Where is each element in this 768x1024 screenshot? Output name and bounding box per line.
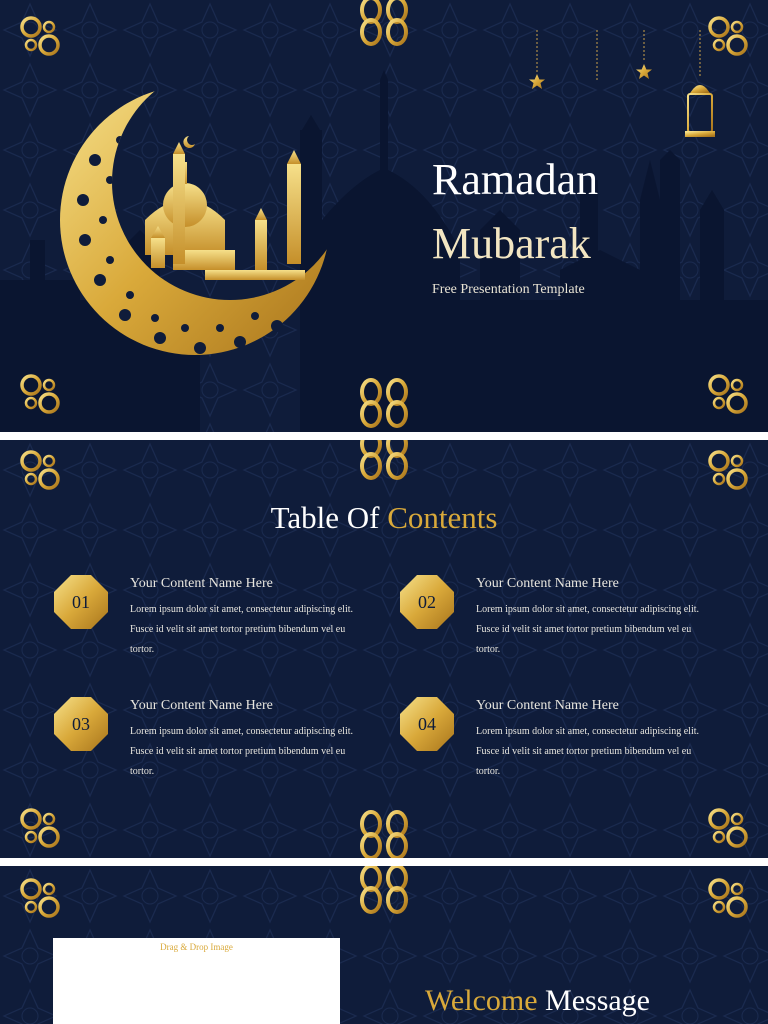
crescent-icon [587,86,606,104]
welcome-heading-gold: Welcome [425,984,538,1017]
star-icon [636,64,652,79]
cover-title-line2: Mubarak [432,219,591,268]
image-placeholder-label: Drag & Drop Image [160,942,233,952]
toc-item-title: Your Content Name Here [130,698,273,713]
cover-subtitle: Free Presentation Template [432,282,585,297]
cover-title-line1: Ramadan [432,155,599,204]
toc-item-title: Your Content Name Here [130,576,273,591]
toc-item-title: Your Content Name Here [476,698,619,713]
welcome-heading [425,984,650,1018]
toc-item-title: Your Content Name Here [476,576,619,591]
badge-number: 01 [72,592,90,612]
badge-number: 02 [418,592,436,612]
welcome-heading-white: Message [545,984,651,1017]
toc-item-body: Lorem ipsum dolor sit amet, consectetur adipiscing elit. Fusce id velit sit amet tortor pretium bibendum vel eu tortor. [130,604,354,655]
image-placeholder[interactable] [53,938,340,1024]
toc-item-body: Lorem ipsum dolor sit amet, consectetur adipiscing elit. Fusce id velit sit amet tortor pretium bibendum vel eu tortor. [476,726,700,777]
toc-item-body: Lorem ipsum dolor sit amet, consectetur adipiscing elit. Fusce id velit sit amet tortor pretium bibendum vel eu tortor. [476,604,700,655]
badge-number: 04 [418,714,436,734]
crescent-mosque-illustration [55,70,355,370]
cover-slide[interactable] [0,0,768,432]
toc-heading [0,500,768,536]
badge-number: 03 [72,714,90,734]
star-icon [529,74,545,89]
lantern-icon [686,86,714,136]
toc-heading-white: Table Of [270,500,380,535]
welcome-slide[interactable] [0,866,768,1024]
toc-item-body: Lorem ipsum dolor sit amet, consectetur adipiscing elit. Fusce id velit sit amet tortor pretium bibendum vel eu tortor. [130,726,354,777]
toc-slide[interactable] [0,440,768,858]
toc-heading-gold: Contents [387,500,498,535]
